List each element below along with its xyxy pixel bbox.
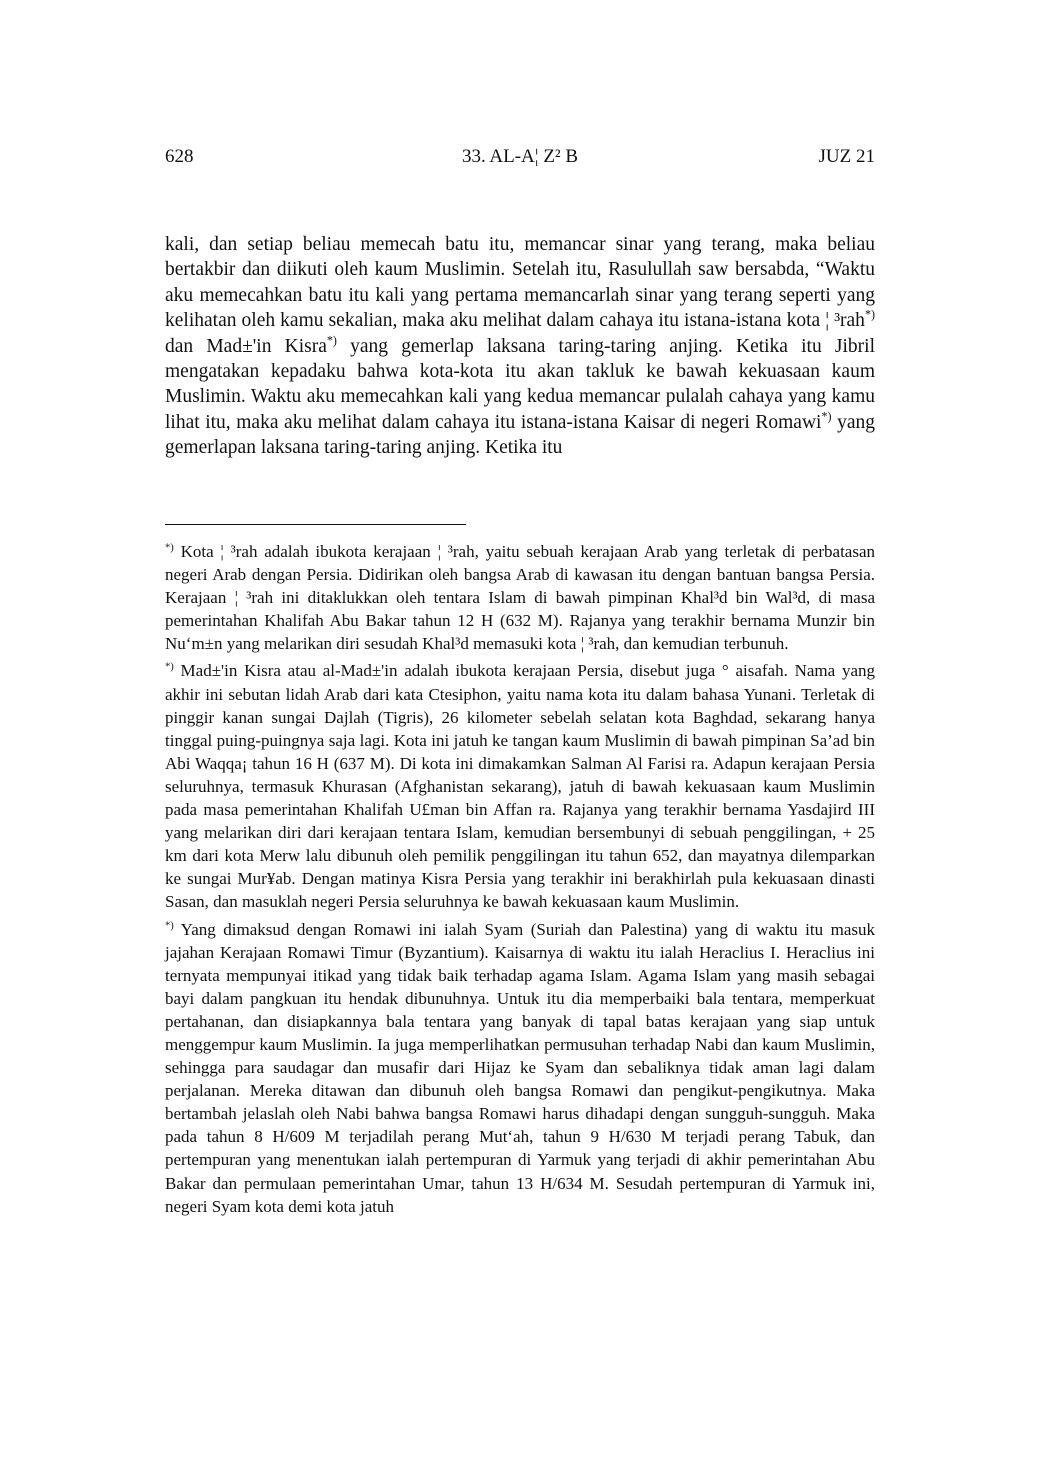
footnote-text: Yang dimaksud dengan Romawi ini ialah Syam (Suriah dan Palestina) yang di waktu itu masuk jajahan Kerajaan Romawi Timur (Byzantium). Kaisarnya di waktu itu ialah Heraclius I. Heraclius ini ternyata mempunyai itikad yang tidak baik terhadap agama Islam. Agama Islam yang masih sebagai bayi dalam pangkuan itu hendak dibunuhnya. Untuk itu dia memperbaiki bala tentara, memperkuat pertahanan, dan disiapkannya bala tentara yang banyak di tapal batas kerajaan yang siap untuk menggempur kaum Muslimin. Ia juga memperlihatkan permusuhan terhadap Nabi dan kaum Muslimin, sehingga para saudagar dan musafir dari Hijaz ke Syam dan sebaliknya tidak aman lagi dalam perjalanan. Mereka ditawan dan dibunuh oleh bangsa Romawi dan pengikut-pengikutnya. Maka bertambah jelaslah oleh Nabi bahwa bangsa Romawi harus dihadapi dengan sungguh-sungguh. Maka pada tahun 8 H/609 M terjadilah perang Mut‘ah, tahun 9 H/630 M terjadi perang Tabuk, dan pertempuran yang menentukan ialah pertempuran di Yarmuk yang terjadi di akhir pemerintahan Abu Bakar dan permulaan pemerintahan Umar, tahun 13 H/634 M. Sesudah pertempuran di Yarmuk ini, negeri Syam kota demi kota jatuh	[165, 919, 875, 1216]
juz-label: JUZ 21	[818, 146, 875, 167]
page-header	[165, 146, 875, 172]
footnote-2	[165, 659, 875, 913]
footnote-text: Mad±'in Kisra atau al-Mad±'in adalah ibukota kerajaan Persia, disebut juga ° aisafah. Nama yang akhir ini sebutan lidah Arab dari kata Ctesiphon, yaitu nama kota itu dalam bahasa Yunani. Terletak di pinggir kanan sungai Dajlah (Tigris), 26 kilometer sebelah selatan kota Baghdad, sekarang hanya tinggal puing-puingnya saja lagi. Kota ini jatuh ke tangan kaum Muslimin di bawah pimpinan Sa’ad bin Abi Waqqa¡ tahun 16 H (637 M). Di kota ini dimakamkan Salman Al Farisi ra. Adapun kerajaan Persia seluruhnya, termasuk Khurasan (Afghanistan sekarang), jatuh di bawah kekuasaan kaum Muslimin pada masa pemerintahan Khalifah U£man bin Affan ra. Rajanya yang terakhir bernama Yasdajird III yang melarikan diri dari kerajaan tentara Islam, kemudian bersembunyi di sebuah penggilingan, + 25 km dari kota Merw lalu dibunuh oleh pemilik penggilingan itu tahun 652, dan mayatnya dilemparkan ke sungai Mur¥ab. Dengan matinya Kisra Persia yang terakhir ini berakhirlah pula kekuasaan dinasti Sasan, dan masuklah negeri Persia seluruhnya ke bawah kekuasaan kaum Muslimin.	[165, 661, 875, 912]
text-segment: kali, dan setiap beliau memecah batu itu, memancar sinar yang terang, maka beliau bertakbir dan diikuti oleh kaum Muslimin. Setelah itu, Rasulullah saw bersabda, “Waktu aku memecahkan batu itu kali yang pertama memancarlah sinar yang terang seperti yang kelihatan oleh kamu sekalian, maka aku melihat dalam cahaya itu istana-istana kota ¦ ³rah	[165, 234, 875, 332]
main-text	[165, 232, 875, 461]
text-segment: yang gemerlap laksana taring-taring anjing. Ketika itu Jibril mengatakan kepadaku bahwa kota-kota itu akan takluk ke bawah kekuasaan kaum Muslimin. Waktu aku memecahkan kali yang kedua memancar pulalah cahaya yang kamu lihat itu, maka aku melihat dalam cahaya itu istana-istana Kaisar di negeri Romawi	[165, 335, 875, 433]
footnote-marker: *)	[165, 919, 174, 931]
page-number: 628	[165, 146, 194, 167]
text-segment: dan Mad±'in Kisra	[165, 335, 327, 357]
text-segment: yang gemerlapan laksana taring-taring anjing. Ketika itu	[165, 411, 876, 459]
footnote-marker: *)	[165, 542, 174, 554]
footnote-ref: *)	[864, 307, 875, 322]
main-paragraph	[165, 232, 875, 461]
footnotes	[165, 540, 875, 1222]
footnote-ref: *)	[326, 333, 337, 348]
footnote-divider	[165, 524, 466, 525]
chapter-title: 33. AL-A¦ Z² B	[461, 146, 579, 167]
footnote-marker: *)	[165, 661, 174, 673]
footnote-text: Kota ¦ ³rah adalah ibukota kerajaan ¦ ³rah, yaitu sebuah kerajaan Arab yang terletak di perbatasan negeri Arab dengan Persia. Didirikan oleh bangsa Arab di kawasan itu dengan bantuan bangsa Persia. Kerajaan ¦ ³rah ini ditaklukkan oleh tentara Islam di bawah pimpinan Khal³d bin Wal³d, di masa pemerintahan Khalifah Abu Bakar tahun 12 H (632 M). Rajanya yang terakhir bernama Munzir bin Nu‘m±n yang melarikan diri sesudah Khal³d memasuki kota ¦ ³rah, dan kemudian terbunuh.	[165, 542, 875, 654]
footnote-ref: *)	[821, 409, 832, 424]
footnote-3	[165, 918, 875, 1218]
footnote-1	[165, 540, 875, 655]
